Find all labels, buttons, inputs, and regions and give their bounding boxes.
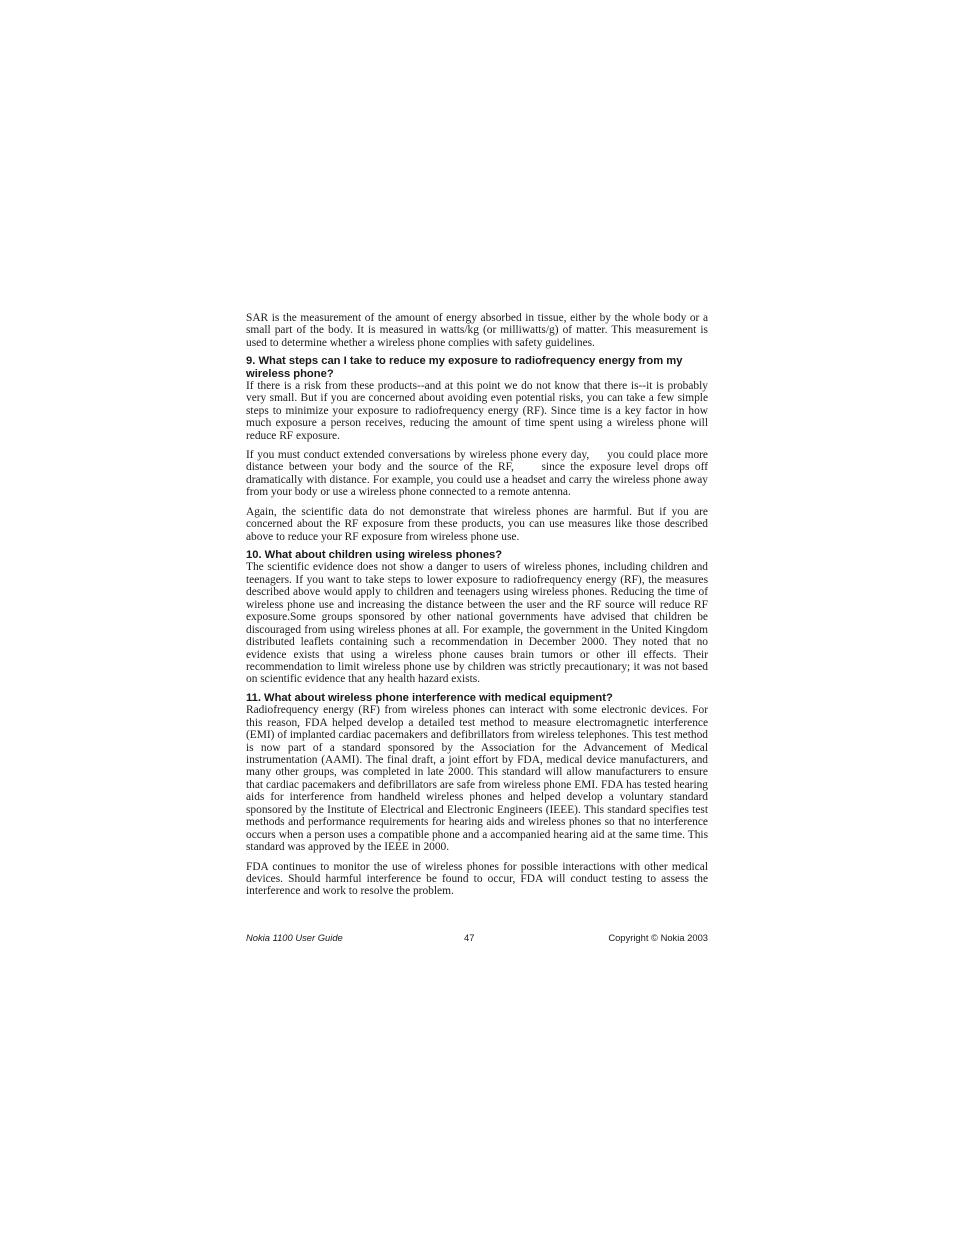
section-9-heading: 9. What steps can I take to reduce my exposure to radiofrequency energy from my wireless phone? <box>246 355 683 380</box>
section-11-paragraph-2: FDA continues to monitor the use of wireless phones for possible interactions with other medical devices. Should harmful interference be found to occur, FDA will conduct testing to assess the interference and work to resolve the problem. <box>246 860 708 898</box>
footer-copyright: Copyright © Nokia 2003 <box>608 932 708 943</box>
page-content <box>246 312 711 898</box>
section-9-paragraph-2: If you must conduct extended conversations by wireless phone every day, you could place more distance between your body and the source of the RF, since the exposure level drops off dramatically with distance. For example, you could use a headset and carry the wireless phone away from your body or use a wireless phone connected to a remote antenna. <box>246 449 711 499</box>
sar-definition-paragraph: SAR is the measurement of the amount of energy absorbed in tissue, either by the whole body or a small part of the body. It is measured in watts/kg (or milliwatts/g) of matter. This measurement is used to determine whether a wireless phone complies with safety guidelines. <box>246 312 708 349</box>
section-10-paragraph-1: The scientific evidence does not show a danger to users of wireless phones, including children and teenagers. If you want to take steps to lower exposure to radiofrequency energy (RF), the measures described above would apply to children and teenagers using wireless phones. Reducing the time of wireless phone use and increasing the distance between the user and the RF source will reduce RF exposure.Some groups sponsored by other national governments have advised that children be discouraged from using wireless phones at all. For example, the government in the United Kingdom distributed leaflets containing such a recommendation in December 2000. They noted that no evidence exists that using a wireless phone causes brain tumors or other ill effects. Their recommendation to limit wireless phone use by children was strictly precautionary; it was not based on scientific evidence that any health hazard exists. <box>246 561 708 686</box>
page-footer <box>246 931 708 945</box>
section-9-paragraph-3: Again, the scientific data do not demonstrate that wireless phones are harmful. But if you are concerned about the RF exposure from these products, you can use measures like those described above to reduce your RF exposure from wireless phone use. <box>246 505 708 543</box>
footer-guide-title: Nokia 1100 User Guide <box>246 932 343 943</box>
section-10-heading: 10. What about children using wireless phones? <box>246 549 503 562</box>
section-9-paragraph-1: If there is a risk from these products--and at this point we do not know that there is--it is probably very small. But if you are concerned about avoiding even potential risks, you can take a few simple steps to minimize your exposure to radiofrequency energy (RF). Since time is a key factor in how much exposure a person receives, reducing the amount of time spent using a wireless phone will reduce RF exposure. <box>246 379 708 442</box>
footer-page-number: 47 <box>464 932 475 943</box>
section-11-heading: 11. What about wireless phone interference with medical equipment? <box>246 691 613 704</box>
section-11-paragraph-1: Radiofrequency energy (RF) from wireless phones can interact with some electronic devices. For this reason, FDA helped develop a detailed test method to measure electromagnetic interference (EMI) of implanted cardiac pacemakers and defibrillators from wireless telephones. This test method is now part of a standard sponsored by the Association for the Advancement of Medical instrumentation (AAMI). The final draft, a joint effort by FDA, medical device manufacturers, and many other groups, was completed in late 2000. This standard will allow manufacturers to ensure that cardiac pacemakers and defibrillators are safe from wireless phone EMI. FDA has tested hearing aids for interference from handheld wireless phones and helped develop a voluntary standard sponsored by the Institute of Electrical and Electronic Engineers (IEEE). This standard specifies test methods and performance requirements for hearing aids and wireless phones so that no interference occurs when a person uses a compatible phone and a accompanied hearing aid at the same time. This standard was approved by the IEEE in 2000. <box>246 704 708 854</box>
